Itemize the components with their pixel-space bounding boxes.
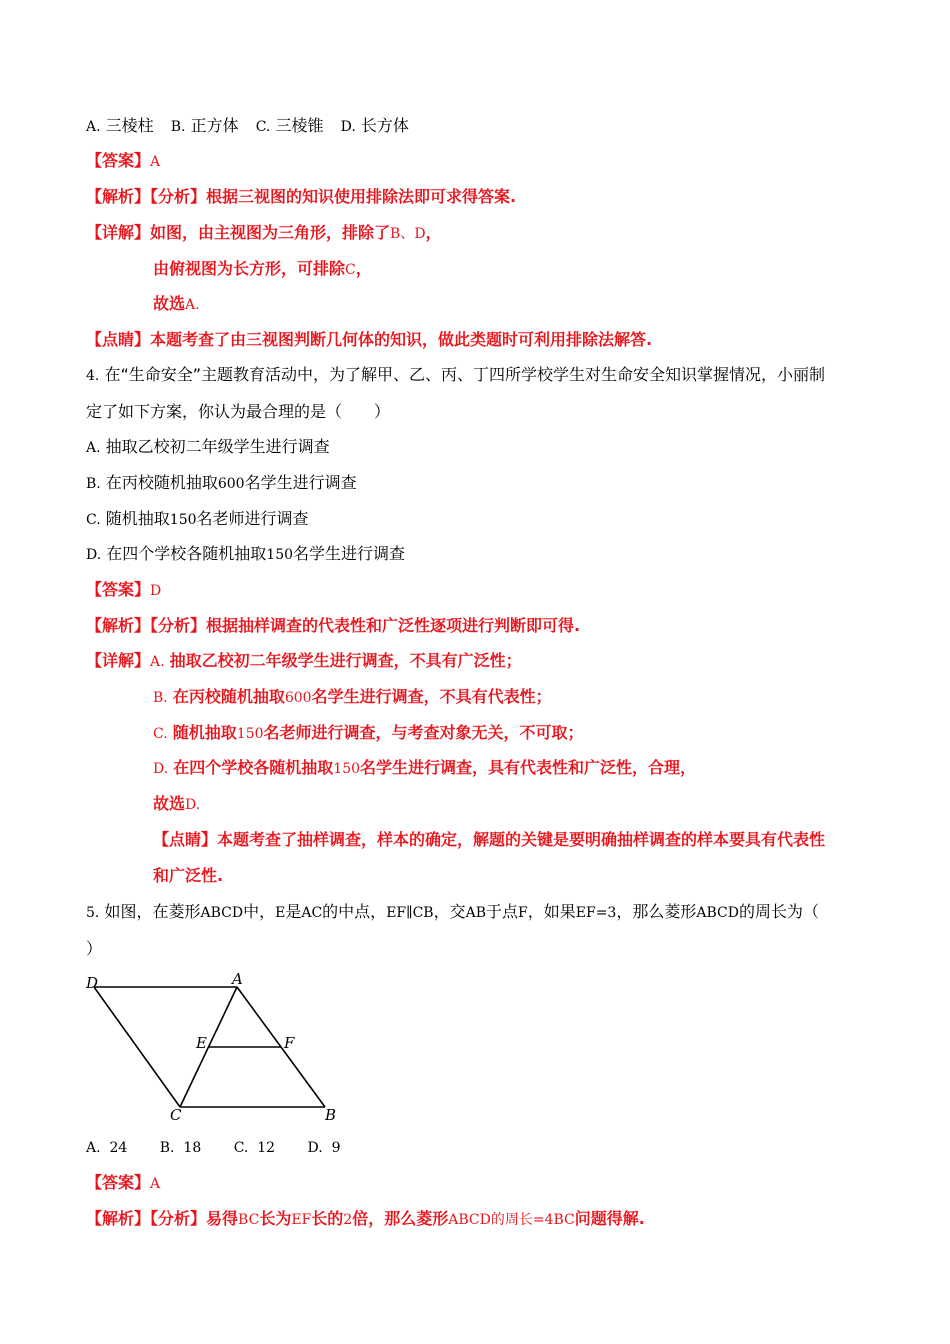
q4-detail-c-text-b: 名老师进行调查，与考查对象无关，不可取； — [263, 723, 584, 742]
q3-option-a-letter: A. — [86, 119, 101, 135]
q4-detail-c-number: 150 — [236, 726, 264, 742]
q3-answer-line — [86, 149, 160, 174]
q4-option-d-text-b: 名学生进行调查 — [293, 544, 406, 563]
q5-answer-line — [86, 1171, 160, 1196]
q5-label-e: E — [196, 1034, 207, 1052]
q3-options — [86, 114, 409, 139]
q5-option-d-value: 9 — [331, 1140, 341, 1156]
q4-detail-d-letter: D. — [153, 761, 169, 777]
q3-detail-2c: ， — [355, 259, 372, 278]
q4-dianjing-tag: 【点睛】 — [153, 830, 218, 849]
q5-fenxi-f7: 倍，那么菱形 — [352, 1209, 449, 1228]
q4-analysis-line — [86, 614, 580, 638]
q4-choice-b: D. — [185, 797, 201, 813]
q5-option-a-value: 24 — [109, 1140, 128, 1156]
q5-stem-s14: EF=3 — [575, 905, 617, 921]
q5-fenxi-f2: BC — [238, 1212, 260, 1228]
q3-option-c-letter: C. — [255, 119, 271, 135]
q5-fenxi-f6: 2 — [343, 1212, 353, 1228]
q5-option-b-value: 18 — [183, 1140, 202, 1156]
q3-detail-2a: 由俯视图为长方形，可排除 — [153, 259, 346, 278]
q4-detail-line-b — [153, 685, 552, 710]
q4-option-b-text-a: 在丙校随机抽取 — [105, 473, 218, 492]
q3-option-b-text: 正方体 — [190, 116, 239, 135]
q5-option-c-letter: C. — [233, 1140, 249, 1156]
q4-option-d-number: 150 — [266, 547, 294, 563]
q5-stem-s18: ） — [86, 939, 103, 958]
q5-stem-line-2 — [86, 937, 102, 961]
q4-comment-line-2 — [153, 864, 223, 888]
q5-answer-tag: 【答案】 — [86, 1173, 151, 1192]
q4-dianjing-text-1: 本题考查了抽样调查，样本的确定，解题的关键是要明确抽样调查的样本要具有代表性 — [217, 830, 826, 849]
q5-stem-s3: 中， — [243, 902, 276, 921]
q5-label-d: D — [86, 974, 99, 992]
q5-label-c: C — [170, 1106, 182, 1124]
q5-stem-s2: ABCD — [200, 905, 244, 921]
q5-stem-s16: ABCD — [696, 905, 739, 921]
q3-detail-line-3 — [153, 292, 200, 317]
q5-stem-s13: ，如果 — [527, 902, 576, 921]
q5-option-b-letter: B. — [159, 1140, 175, 1156]
q4-jiexi-tag: 【解析】 — [86, 616, 151, 635]
q3-option-b-letter: B. — [170, 119, 186, 135]
q4-option-c — [86, 507, 309, 532]
q4-xiangjie-tag: 【详解】 — [86, 651, 151, 670]
q3-detail-line-2 — [153, 257, 372, 282]
q4-detail-b-text-b: 名学生进行调查，不具有代表性； — [311, 687, 552, 706]
q5-fenxi-f3: 长为 — [259, 1209, 292, 1228]
q4-option-b-text-b: 名学生进行调查 — [244, 473, 357, 492]
q4-stem-1: 在“生命安全”主题教育活动中，为了解甲、乙、丙、丁四所学校学生对生命安全知识掌握情况，小丽制 — [104, 365, 826, 384]
q3-xiangjie-tag: 【详解】 — [86, 223, 151, 242]
q4-option-c-number: 150 — [169, 512, 197, 528]
q5-option-a-letter: A. — [86, 1140, 101, 1156]
q4-option-c-text-a: 随机抽取 — [105, 509, 170, 528]
q3-option-d-letter: D. — [340, 119, 356, 135]
q4-detail-a-letter: A. — [150, 654, 165, 670]
q5-fenxi-f1: 易得 — [206, 1209, 239, 1228]
q3-detail-1b: B、D — [390, 226, 426, 242]
q3-answer-tag: 【答案】 — [86, 151, 151, 170]
q4-fenxi-tag: 【分析】 — [150, 616, 207, 635]
q5-jiexi-tag: 【解析】 — [86, 1209, 151, 1228]
q4-detail-b-letter: B. — [153, 690, 168, 706]
q5-fenxi-f4: EF — [291, 1212, 312, 1228]
q4-detail-d-text-b: 名学生进行调查，具有代表性和广泛性，合理， — [360, 758, 697, 777]
q3-detail-3b: A. — [185, 297, 200, 313]
q4-choice-line — [153, 792, 200, 817]
q3-option-d-text: 长方体 — [360, 116, 409, 135]
q4-detail-line-d — [153, 756, 696, 781]
q5-stem-s6: AC — [301, 905, 323, 921]
q5-analysis-line — [86, 1207, 645, 1232]
q5-stem-s1: 如图，在菱形 — [104, 902, 201, 921]
q5-stem-s12: F — [518, 905, 528, 921]
q4-detail-d-text-a: 在四个学校各随机抽取 — [173, 758, 334, 777]
q5-fenxi-f9: 的周长=4BC — [490, 1212, 575, 1228]
q5-stem-s7: 的中点， — [322, 902, 387, 921]
q4-option-d — [86, 542, 405, 567]
q4-option-c-text-b: 名老师进行调查 — [196, 509, 309, 528]
q3-option-a-text: 三棱柱 — [105, 116, 154, 135]
q5-option-c-value: 12 — [257, 1140, 276, 1156]
q3-answer: A — [150, 154, 161, 170]
q3-dianjing-tag: 【点睛】 — [86, 330, 151, 349]
q4-comment-line-1 — [153, 828, 825, 852]
q4-choice-a: 故选 — [153, 794, 186, 813]
q4-detail-c-letter: C. — [153, 726, 168, 742]
q5-stem-s10: AB — [465, 905, 487, 921]
q4-option-a — [86, 435, 330, 460]
q3-detail-2b: C — [345, 262, 356, 278]
q3-analysis-line — [86, 185, 516, 209]
q4-detail-d-number: 150 — [333, 761, 361, 777]
q3-option-c-text: 三棱锥 — [275, 116, 324, 135]
q5-label-f: F — [284, 1034, 295, 1052]
q4-detail-b-text-a: 在丙校随机抽取 — [172, 687, 285, 706]
q5-rhombus-figure — [84, 968, 344, 1128]
q5-fenxi-f5: 长的 — [311, 1209, 344, 1228]
q4-option-c-letter: C. — [86, 512, 101, 528]
q4-detail-a-text: 抽取乙校初二年级学生进行调查，不具有广泛性； — [169, 651, 522, 670]
q5-stem-s5: 是 — [285, 902, 302, 921]
q5-stem-line-1 — [86, 900, 819, 925]
q5-stem-s9: ，交 — [433, 902, 466, 921]
q5-answer: A — [150, 1176, 161, 1192]
q4-answer-tag: 【答案】 — [86, 580, 151, 599]
q3-fenxi-text: 根据三视图的知识使用排除法即可求得答案. — [206, 187, 517, 206]
q4-detail-line-c — [153, 721, 584, 746]
q4-option-b — [86, 471, 357, 496]
q3-detail-line-1 — [86, 221, 442, 246]
q5-stem-s17: 的周长为（ — [738, 902, 819, 921]
q5-fenxi-f10: 问题得解. — [574, 1209, 645, 1228]
q4-fenxi-text: 根据抽样调查的代表性和广泛性逐项进行判断即可得. — [206, 616, 581, 635]
q3-detail-1c: ， — [425, 223, 442, 242]
q4-detail-line-a — [86, 649, 522, 674]
q4-number: 4. — [86, 368, 100, 384]
q5-options — [86, 1136, 341, 1160]
q4-stem-line-1 — [86, 363, 825, 388]
q4-option-d-text-a: 在四个学校各随机抽取 — [106, 544, 267, 563]
q4-answer: D — [150, 583, 162, 599]
q4-option-b-number: 600 — [217, 476, 245, 492]
q3-fenxi-tag: 【分析】 — [150, 187, 207, 206]
q4-option-a-text: 抽取乙校初二年级学生进行调查 — [105, 437, 330, 456]
q5-segment-cd — [94, 987, 180, 1107]
q4-option-b-letter: B. — [86, 476, 101, 492]
q5-fenxi-tag: 【分析】 — [150, 1209, 207, 1228]
q5-stem-s15: ，那么菱形 — [616, 902, 697, 921]
q3-detail-3a: 故选 — [153, 294, 186, 313]
q5-fenxi-f8: ABCD — [448, 1212, 491, 1228]
q4-stem-2: 定了如下方案，你认为最合理的是（ ） — [86, 402, 391, 421]
q5-stem-s4: E — [275, 905, 286, 921]
q4-option-a-letter: A. — [86, 440, 101, 456]
q5-stem-s8: EF∥CB — [386, 905, 434, 921]
q5-number: 5. — [86, 905, 100, 921]
q3-comment-line — [86, 328, 652, 352]
q4-detail-c-text-a: 随机抽取 — [172, 723, 237, 742]
q4-dianjing-text-2: 和广泛性. — [153, 866, 224, 885]
q3-detail-1a: 如图，由主视图为三角形，排除了 — [150, 223, 391, 242]
q5-stem-s11: 于点 — [486, 902, 519, 921]
q4-answer-line — [86, 578, 161, 603]
q3-jiexi-tag: 【解析】 — [86, 187, 151, 206]
q4-stem-line-2 — [86, 400, 390, 424]
q5-option-d-letter: D. — [307, 1140, 323, 1156]
q4-detail-b-number: 600 — [284, 690, 312, 706]
q5-label-a: A — [232, 970, 243, 988]
q4-option-d-letter: D. — [86, 547, 102, 563]
q5-label-b: B — [325, 1106, 337, 1124]
q3-dianjing-text: 本题考查了由三视图判断几何体的知识，做此类题时可利用排除法解答. — [150, 330, 653, 349]
